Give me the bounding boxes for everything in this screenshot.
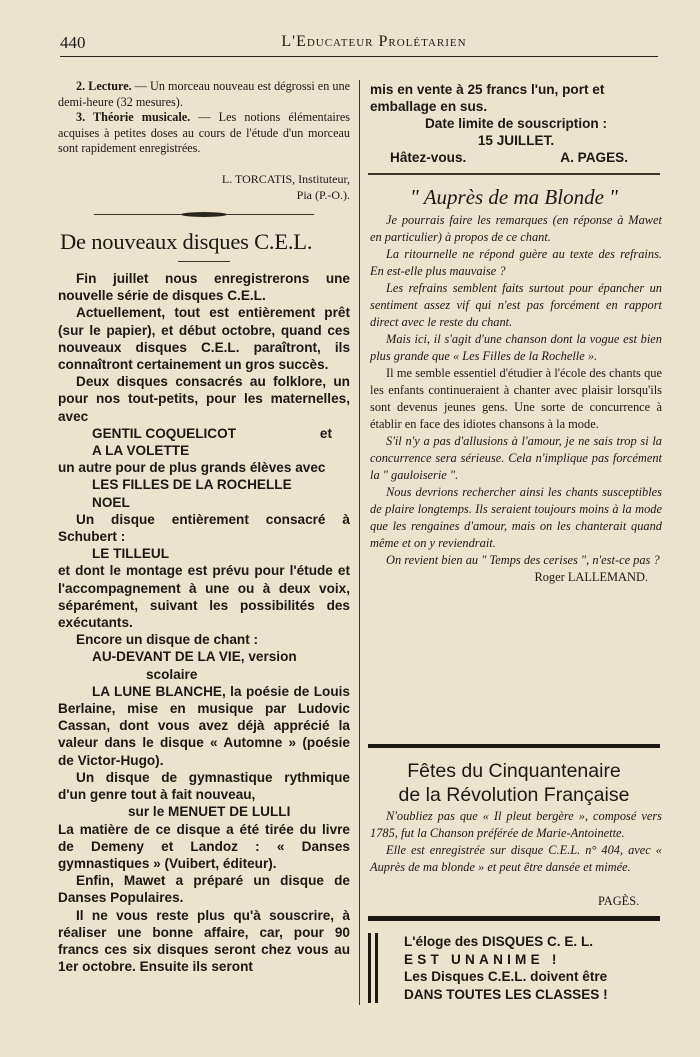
signature-lallemand: Roger LALLEMAND. (534, 570, 648, 584)
eloge-box (368, 933, 670, 1003)
paragraph: La ritournelle ne répond guère au texte des refrains. En est-elle plus mauvaise ? (370, 247, 662, 278)
paragraph: Encore un disque de chant : (76, 632, 259, 648)
fetes-article (370, 808, 662, 876)
lecture-label: 3. Théorie musicale. (76, 110, 191, 124)
eloge-line: L'éloge des DISQUES C. E. L. (404, 934, 594, 949)
column-divider (359, 80, 360, 1005)
disc-title: AU-DEVANT DE LA VIE, version (92, 649, 297, 665)
eloge-line: Les Disques C.E.L. doivent être (404, 969, 608, 984)
paragraph: mis en vente à 25 francs l'un, port et emballage en sus. (370, 82, 605, 114)
disc-title: LE TILLEUL (92, 546, 170, 562)
lecture-notes (58, 79, 350, 157)
paragraph: Il ne vous reste plus qu'à souscrire, à réaliser une bonne affaire, car, pour 90 francs ces six disques seront chez vous au 1er octobre. Ensuite ils seront (58, 907, 350, 975)
disc-title: GENTIL COQUELICOT (92, 425, 236, 441)
paragraph: S'il n'y a pas d'allusions à l'amour, je ne sais trop si la concurrence sera sérieuse. Cela n'implique pas forcément la " gauloiserie ". (370, 434, 662, 482)
lecture-label: 2. Lecture. (76, 79, 132, 93)
lecture-text: — Les notions élémentaires acquises à petites doses au cours de l'étude d'un morceau sont rapidement enregistrées. (58, 110, 350, 155)
running-title: L'Educateur Prolétarien (281, 33, 467, 50)
deadline-date: 15 JUILLET. (477, 133, 555, 148)
hatez-line (370, 149, 662, 166)
eloge-line: EST UNANIME ! (404, 951, 561, 967)
fetes-title (368, 760, 660, 807)
section-rule (368, 744, 660, 748)
paragraph: Il me semble essentiel d'étudier à l'école des chants que les enfants continueraient à chanter avec plaisir lorsqu'ils sont devenus jeunes gens. Une sorte de concurrence à établir en face des idiotes chansons à la mode. (370, 366, 662, 431)
paragraph: Elle est enregistrée sur disque C.E.L. n° 404, avec « Auprès de ma blonde » et peut être dansée et mimée. (370, 843, 662, 874)
blonde-article (370, 212, 662, 586)
subscription-info (370, 81, 662, 166)
paragraph: La matière de ce disque a été tirée du livre de Demeny et Landoz : « Danses gymnastiques » (Vuibert, éditeur). (58, 821, 350, 871)
paragraph: Fin juillet nous enregistrerons une nouvelle série de disques C.E.L. (58, 271, 350, 304)
disc-title: NOEL (92, 494, 130, 510)
paragraph: On revient bien au " Temps des cerises ", n'est-ce pas ? (386, 553, 660, 567)
lecture-text: — Un morceau nouveau est dégrossi en une demi-heure (32 mesures). (58, 79, 350, 109)
disc-subtitle: scolaire (146, 666, 198, 682)
ornament-rule (94, 212, 314, 218)
hatez-text: Hâtez-vous. (390, 150, 467, 165)
page-header (60, 30, 658, 57)
lecture-item (58, 79, 350, 110)
paragraph: Actuellement, tout est entièrement prêt (sur le papier), et début octobre, quand ces nouveaux disques C.E.L. paraîtront, ils connaîtront certainement un gros succès. (58, 305, 350, 373)
paragraph: LA LUNE BLANCHE, la poésie de Louis Berlaine, mise en musique par Ludovic Cassan, dont vous avez déjà apprécié la valeur dans le disque « Automne » (poésie de Victor-Hugo). (58, 683, 350, 768)
lecture-item (58, 110, 350, 157)
paragraph: Je pourrais faire les remarques (en réponse à Mawet en particulier) à propos de ce chant. (370, 213, 662, 244)
paragraph: Nous devrions rechercher ainsi les chants susceptibles de plaire longtemps. Ils seraient toujours moins à la mode que les rengaines d'amour, mais on les chanterait quand même et on y reviendrait. (370, 485, 662, 550)
paragraph: un autre pour de plus grands élèves avec (58, 460, 326, 476)
conjunction: et (319, 425, 332, 441)
disc-title-gentil (58, 425, 350, 442)
paragraph: Les refrains semblent faits surtout pour épancher un sentiment assez vif qui n'est pas forcément en rapport direct avec le reste du chant. (370, 281, 662, 329)
disc-title: A LA VOLETTE (92, 443, 190, 459)
section-rule (368, 916, 660, 921)
disc-title: sur le MENUET DE LULLI (128, 804, 291, 820)
blonde-title: " Auprès de ma Blonde " (410, 185, 618, 209)
paragraph: Un disque entièrement consacré à Schubert : (58, 511, 350, 545)
author-pages: A. PAGES. (560, 150, 628, 165)
disc-title: LES FILLES DE LA ROCHELLE (92, 477, 292, 493)
fetes-title-line: de la Révolution Française (398, 783, 630, 806)
signature-line: Pia (P.-O.). (296, 187, 350, 202)
signature-torcatis (58, 172, 380, 203)
paragraph: Enfin, Mawet a préparé un disque de Danses Populaires. (58, 873, 350, 906)
eloge-line: DANS TOUTES LES CLASSES ! (404, 986, 608, 1002)
deadline-label: Date limite de souscription : (424, 116, 608, 131)
signature-pages: PAGÈS. (598, 894, 640, 908)
article-body (58, 270, 350, 975)
eloge-text (378, 933, 670, 1003)
page-number: 440 (60, 33, 86, 52)
paragraph: Mais ici, il s'agit d'une chanson dont la vogue est bien plus grande que « Les Filles de la Rochelle ». (370, 332, 662, 363)
title-rule (178, 261, 230, 262)
paragraph: et dont le montage est prévu pour l'étude et l'accompagnement à une ou à deux voix, séparément, suivant les possibilités des exécutants. (58, 563, 350, 631)
ornament-rule (368, 171, 660, 177)
fetes-title-line: Fêtes du Cinquantenaire (407, 760, 621, 782)
paragraph: Deux disques consacrés au folklore, un pour nos tout-petits, pour les maternelles, avec (58, 374, 350, 424)
paragraph: N'oubliez pas que « Il pleut bergère », composé vers 1785, fut la Chanson préférée de Marie-Antoinette. (370, 809, 662, 840)
article-title: De nouveaux disques C.E.L. (60, 229, 313, 254)
signature-line: L. TORCATIS, Instituteur, (221, 172, 350, 186)
paragraph: Un disque de gymnastique rythmique d'un genre tout à fait nouveau, (58, 769, 350, 803)
